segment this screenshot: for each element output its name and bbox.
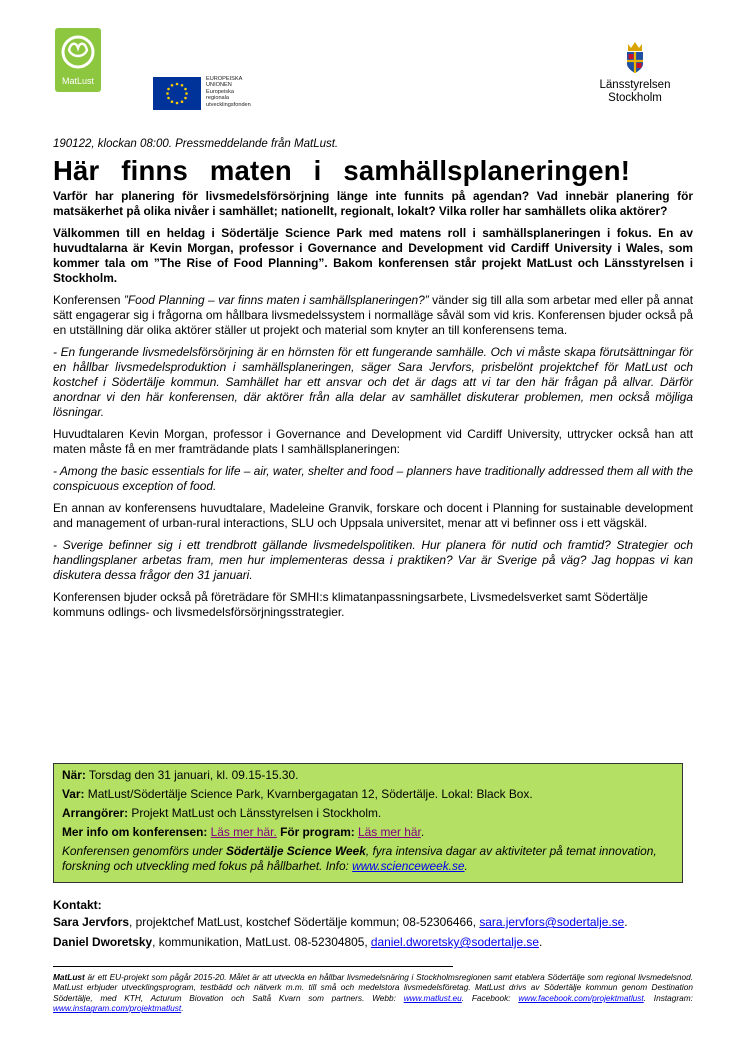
dateline: 190122, klockan 08:00. Pressmeddelande från MatLust. xyxy=(53,138,339,150)
lead-paragraph-1: Varför har planering för livsmedelsförsörjning länge inte funnits på agendan? Vad innebär planering för matsäkerhet på olika nivåer i samhället; nationellt, regionalt, lokalt? Vilka roller har samhällets olika aktörer? xyxy=(53,189,693,218)
text-span: , fyra intensiva dagar av aktiviteter på temat innovation, forskning och utveckling med fokus på hållbarhet. Info: xyxy=(62,844,657,873)
text-span: vänder sig till alla som arbetar med eller på annat sätt engagerar sig i frågorna om hållbara livsmedelssystem i normalläge såväl som vid kris. Konferensen bjuder också på en utställning där olika aktörer ställer ut projekt och material som knyter an till konferensens tema. xyxy=(53,293,693,337)
quote-morgan: - Among the basic essentials for life – air, water, shelter and food – planners have traditionally addressed them all with the conspicuous exception of food. xyxy=(53,464,693,493)
eu-label-line: Europeiska xyxy=(206,88,234,95)
website-link[interactable]: www.matlust.eu xyxy=(403,992,462,1003)
info-science-week xyxy=(62,844,676,874)
matlust-logo xyxy=(55,28,101,92)
footer-divider xyxy=(53,966,453,967)
paragraph-smhi: Konferensen bjuder också på företrädare för SMHI:s klimatanpassningsarbete, Livsmedelsverket samt Södertälje kommuns odlings- och livsmedelsförsörjningsstrategier. xyxy=(53,590,648,619)
contact-name: Sara Jervfors xyxy=(53,915,130,929)
info-label: Arrangörer: xyxy=(62,806,129,820)
lead-paragraph-2: Välkommen till en heldag i Södertälje Science Park med matens roll i samhällsplaneringen i fokus. En av huvudtalarna är Kevin Morgan, professor i Governance and Development vid Cardiff University i Wales, som kommer tala om ”The Rise of Food Planning”. Bakom konferensen står projekt MatLust och Länsstyrelsen i Stockholm. xyxy=(53,226,693,285)
footer-brand: MatLust xyxy=(53,972,85,982)
lst-name-line1: Länsstyrelsen xyxy=(599,79,671,91)
punct: . xyxy=(464,859,468,873)
info-label: När: xyxy=(62,768,86,782)
eu-label-line: UNIONEN xyxy=(206,82,232,89)
paragraph-morgan: Huvudtalaren Kevin Morgan, professor i Governance and Development vid Cardiff University, uttrycker också han att maten måste få en mer framträdande plats I samhällsplaneringen: xyxy=(53,427,693,456)
page-title: Här finns maten i samhällsplaneringen! xyxy=(53,155,631,186)
info-label: Var: xyxy=(62,787,85,801)
paragraph-intro xyxy=(53,293,693,338)
text-span: Konferensen genomförs under xyxy=(62,844,226,858)
press-release-body xyxy=(53,137,693,627)
eu-stars-icon xyxy=(153,77,201,110)
punct: . xyxy=(181,1003,184,1014)
program-link[interactable]: Läs mer här xyxy=(358,825,421,839)
info-label: För program: xyxy=(280,825,355,839)
text-span: Konferensen xyxy=(53,293,124,307)
footer-text: . Instagram: xyxy=(643,992,693,1003)
eu-label-line: utvecklingsfonden xyxy=(206,101,251,108)
footer xyxy=(53,972,693,1014)
facebook-link[interactable]: www.facebook.com/projektmatlust xyxy=(518,992,644,1003)
email-link-daniel[interactable]: daniel.dworetsky@sodertalje.se xyxy=(370,935,539,949)
eu-label-line: EUROPEISKA xyxy=(206,76,243,82)
more-info-link[interactable]: Läs mer här. xyxy=(210,825,277,839)
quote-granvik: - Sverige befinner sig i ett trendbrott gällande livsmedelspolitiken. Hur planera för nutid och framtid? Strategier och handlingsplaner arbetas fram, men hur implementeras dessa i praktiken? Var är Sverige på väg? Jag hoppas vi kan diskutera dessa frågor den 31 januari. xyxy=(53,538,693,582)
lst-name-line2: Stockholm xyxy=(608,92,662,104)
contact-details: , projektchef MatLust, kostchef Södertälje kommun; 08-52306466, xyxy=(129,915,480,929)
info-label: Mer info om konferensen: xyxy=(62,825,208,839)
eu-label-line: regionala xyxy=(206,95,230,102)
eu-label xyxy=(206,76,276,108)
info-value: MatLust/Södertälje Science Park, Kvarnbergagatan 12, Södertälje. Lokal: Black Box. xyxy=(84,787,533,801)
contact-heading: Kontakt: xyxy=(53,898,102,912)
matlust-logo-text: MatLust xyxy=(61,76,94,86)
info-value: Projekt MatLust och Länsstyrelsen i Stockholm. xyxy=(128,806,382,820)
quote-sara: - En fungerande livsmedelsförsörjning är en hörnsten för ett fungerande samhälle. Och vi måste skapa förutsättningar för en hållbar livsmedelsproduktion i samhällsplaneringen, säger Sara Jervfors, prisbelönt projektchef för MatLust och kostchef i Södertälje kommun. Samhället har ett ansvar och det är dags att vi tar den här frågan på allvar. Därför anordnar vi den här konferensen, där aktörer från alla delar av samhället diskuterar problemen, men också möjliga lösningar. xyxy=(53,345,693,419)
instagram-link[interactable]: www.instagram.com/projektmatlust xyxy=(53,1003,182,1014)
email-link-sara[interactable]: sara.jervfors@sodertalje.se xyxy=(479,915,625,929)
punct: . xyxy=(624,915,628,929)
conference-name: ”Food Planning – var finns maten i samhällsplaneringen?” xyxy=(123,293,429,307)
punct: . xyxy=(538,935,543,949)
contact-details: , kommunikation, MatLust. 08-52304805, xyxy=(152,935,371,949)
info-organizers xyxy=(62,806,676,821)
contact-name: Daniel Dworetsky xyxy=(53,935,153,949)
punct: . xyxy=(420,825,425,839)
contact-section xyxy=(53,898,703,950)
lansstyrelsen-logo xyxy=(590,40,680,105)
footer-text: . Facebook: xyxy=(461,992,519,1003)
info-where xyxy=(62,787,676,802)
eu-flag xyxy=(153,77,201,110)
paragraph-granvik: En annan av konferensens huvudtalare, Madeleine Granvik, forskare och docent i Planning for sustainable development and management of urban-rural interactions, SLU och Uppsala universitet, menar att vi befinner oss i ett vägskäl. xyxy=(53,501,693,530)
info-more xyxy=(62,825,676,840)
contact-sara xyxy=(53,915,703,930)
science-week-name: Södertälje Science Week xyxy=(225,844,366,858)
crown-shield-icon xyxy=(624,40,646,74)
info-when xyxy=(62,768,676,783)
footer-text: är ett EU-projekt som pågår 2015-20. Målet är att utveckla en hållbar livsmedelsnäring i Stockholmsregionen samt etablera Södertälje som regional livsmedelsnod. MatLust erbjuder utvecklingsprogram, testbädd och nätverk m.m. till små och medelstora livsmedelsföretag. MatLust drivs av Södertälje kommun genom Destination Södertälje, med KTH, Acturum Biovation och Saltå Kvarn som partners. Webb: xyxy=(53,972,693,1003)
contact-daniel xyxy=(53,935,703,950)
info-value: Torsdag den 31 januari, kl. 09.15-15.30. xyxy=(85,768,299,782)
event-info-box xyxy=(53,763,683,883)
scienceweek-link[interactable]: www.scienceweek.se xyxy=(352,859,465,873)
